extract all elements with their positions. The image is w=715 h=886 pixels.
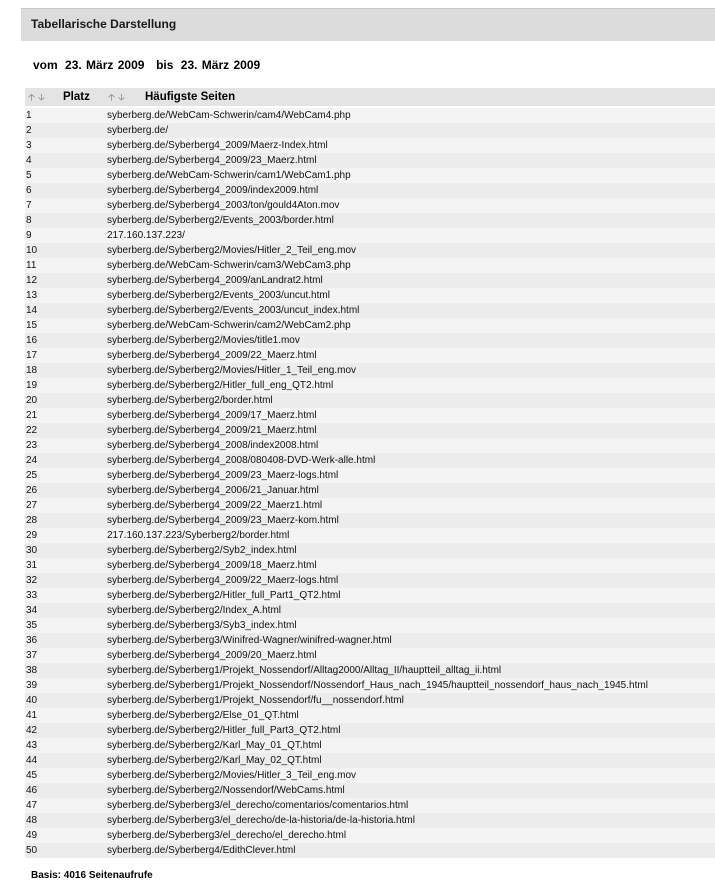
row-page-url: syberberg.de/WebCam-Schwerin/cam2/WebCam2.php <box>107 320 351 331</box>
table-row <box>25 453 715 468</box>
row-rank: 36 <box>26 635 38 646</box>
table-row <box>25 423 715 438</box>
row-rank: 10 <box>26 245 38 256</box>
row-page-url: syberberg.de/Syberberg4_2009/anLandrat2.html <box>107 275 323 286</box>
row-rank: 3 <box>26 140 32 151</box>
sort-ascending-icon[interactable]: 🡡 <box>108 92 116 102</box>
row-page-url: syberberg.de/Syberberg2/Movies/Hitler_2_Teil_eng.mov <box>107 245 357 256</box>
row-rank: 33 <box>26 590 38 601</box>
row-page-url: syberberg.de/Syberberg4_2009/17_Maerz.html <box>107 410 317 421</box>
table-row <box>25 513 715 528</box>
table-row <box>25 363 715 378</box>
row-rank: 4 <box>26 155 32 166</box>
table-row <box>25 228 715 243</box>
row-page-url: syberberg.de/Syberberg3/el_derecho/de-la-historia/de-la-historia.html <box>107 815 415 826</box>
table-row <box>25 273 715 288</box>
table-row <box>25 813 715 828</box>
row-page-url: syberberg.de/Syberberg1/Projekt_Nossendorf/Alltag2000/Alltag_II/hauptteil_alltag_ii.html <box>107 665 502 676</box>
table-row <box>25 468 715 483</box>
table-row <box>25 738 715 753</box>
row-rank: 34 <box>26 605 38 616</box>
date-range <box>33 58 263 72</box>
row-rank: 11 <box>26 260 37 271</box>
row-page-url: syberberg.de/Syberberg2/Movies/title1.mov <box>107 335 300 346</box>
row-page-url: syberberg.de/Syberberg4_2009/18_Maerz.html <box>107 560 317 571</box>
row-page-url: syberberg.de/Syberberg2/Karl_May_01_QT.html <box>107 740 322 751</box>
row-rank: 38 <box>26 665 38 676</box>
row-rank: 28 <box>26 515 38 526</box>
row-rank: 50 <box>26 845 38 856</box>
row-rank: 41 <box>26 710 38 721</box>
row-rank: 6 <box>26 185 32 196</box>
date-from-label: vom <box>33 58 58 72</box>
row-page-url: syberberg.de/WebCam-Schwerin/cam1/WebCam1.php <box>107 170 351 181</box>
panel-header <box>21 8 715 41</box>
row-rank: 39 <box>26 680 38 691</box>
row-page-url: syberberg.de/Syberberg2/Events_2003/uncut_index.html <box>107 305 360 316</box>
row-rank: 25 <box>26 470 38 481</box>
row-rank: 47 <box>26 800 38 811</box>
left-margin <box>0 0 21 886</box>
table-row <box>25 378 715 393</box>
row-page-url: syberberg.de/Syberberg3/el_derecho/el_derecho.html <box>107 830 347 841</box>
table-row <box>25 348 715 363</box>
row-rank: 19 <box>26 380 38 391</box>
table-row <box>25 498 715 513</box>
row-page-url: syberberg.de/Syberberg2/Nossendorf/WebCams.html <box>107 785 345 796</box>
row-rank: 32 <box>26 575 38 586</box>
row-page-url: syberberg.de/Syberberg2/Movies/Hitler_1_Teil_eng.mov <box>107 365 357 376</box>
table-row <box>25 168 715 183</box>
row-rank: 16 <box>26 335 38 346</box>
row-rank: 23 <box>26 440 38 451</box>
table-row <box>25 843 715 858</box>
row-page-url: syberberg.de/Syberberg3/el_derecho/comentarios/comentarios.html <box>107 800 409 811</box>
table-row <box>25 213 715 228</box>
row-page-url: syberberg.de/Syberberg2/Events_2003/uncut.html <box>107 290 330 301</box>
table-row <box>25 708 715 723</box>
row-page-url: syberberg.de/Syberberg4_2008/080408-DVD-Werk-alle.html <box>107 455 376 466</box>
row-rank: 24 <box>26 455 38 466</box>
row-rank: 15 <box>26 320 38 331</box>
row-page-url: syberberg.de/Syberberg4_2009/20_Maerz.html <box>107 650 317 661</box>
row-rank: 35 <box>26 620 38 631</box>
row-page-url: syberberg.de/WebCam-Schwerin/cam4/WebCam4.php <box>107 110 351 121</box>
table-row <box>25 543 715 558</box>
table-row <box>25 693 715 708</box>
column-header-rank: Platz <box>63 91 90 103</box>
table-row <box>25 108 715 123</box>
row-page-url: syberberg.de/Syberberg4_2006/21_Januar.html <box>107 485 319 496</box>
table-row <box>25 633 715 648</box>
table-row <box>25 753 715 768</box>
table-row <box>25 138 715 153</box>
table-row <box>25 333 715 348</box>
table-row <box>25 303 715 318</box>
table-row <box>25 243 715 258</box>
row-page-url: syberberg.de/Syberberg2/Syb2_index.html <box>107 545 297 556</box>
row-rank: 29 <box>26 530 38 541</box>
row-rank: 42 <box>26 725 38 736</box>
row-page-url: syberberg.de/Syberberg4_2009/23_Maerz.html <box>107 155 317 166</box>
row-rank: 2 <box>26 125 32 136</box>
row-page-url: syberberg.de/Syberberg3/Winifred-Wagner/winifred-wagner.html <box>107 635 392 646</box>
table-body <box>25 108 715 858</box>
table-row <box>25 258 715 273</box>
row-page-url: syberberg.de/Syberberg4_2009/22_Maerz-logs.html <box>107 575 339 586</box>
row-rank: 9 <box>26 230 32 241</box>
table-row <box>25 678 715 693</box>
row-rank: 49 <box>26 830 38 841</box>
row-rank: 5 <box>26 170 32 181</box>
sort-descending-icon[interactable]: 🡣 <box>118 92 126 102</box>
table-row <box>25 588 715 603</box>
table-row <box>25 318 715 333</box>
row-rank: 8 <box>26 215 32 226</box>
row-rank: 45 <box>26 770 38 781</box>
table-row <box>25 573 715 588</box>
row-page-url: syberberg.de/ <box>107 125 169 136</box>
row-page-url: syberberg.de/Syberberg4/EdithClever.html <box>107 845 296 856</box>
row-page-url: syberberg.de/Syberberg4_2009/Maerz-Index.html <box>107 140 328 151</box>
row-page-url: 217.160.137.223/ <box>107 230 185 241</box>
basis-summary: Basis: 4016 Seitenaufrufe <box>31 870 153 881</box>
table-row <box>25 603 715 618</box>
row-page-url: syberberg.de/Syberberg1/Projekt_Nossendorf/fu__nossendorf.html <box>107 695 404 706</box>
row-page-url: syberberg.de/WebCam-Schwerin/cam3/WebCam3.php <box>107 260 351 271</box>
row-rank: 20 <box>26 395 38 406</box>
table-row <box>25 618 715 633</box>
row-rank: 30 <box>26 545 38 556</box>
row-page-url: syberberg.de/Syberberg2/Else_01_QT.html <box>107 710 299 721</box>
row-rank: 37 <box>26 650 38 661</box>
row-rank: 17 <box>26 350 38 361</box>
row-rank: 44 <box>26 755 38 766</box>
date-to-label: bis <box>156 58 174 72</box>
row-page-url: syberberg.de/Syberberg4_2009/22_Maerz1.html <box>107 500 323 511</box>
table-row <box>25 723 715 738</box>
row-rank: 48 <box>26 815 38 826</box>
row-page-url: 217.160.137.223/Syberberg2/border.html <box>107 530 290 541</box>
row-page-url: syberberg.de/Syberberg4_2009/23_Maerz-logs.html <box>107 470 339 481</box>
sort-ascending-icon[interactable]: 🡡 <box>28 92 36 102</box>
row-rank: 7 <box>26 200 32 211</box>
row-rank: 46 <box>26 785 38 796</box>
row-page-url: syberberg.de/Syberberg4_2009/21_Maerz.html <box>107 425 317 436</box>
table-row <box>25 768 715 783</box>
table-row <box>25 648 715 663</box>
row-page-url: syberberg.de/Syberberg2/Movies/Hitler_3_Teil_eng.mov <box>107 770 357 781</box>
table-row <box>25 288 715 303</box>
table-row <box>25 408 715 423</box>
table-row <box>25 783 715 798</box>
row-rank: 1 <box>26 110 32 121</box>
table-row <box>25 483 715 498</box>
table-row <box>25 198 715 213</box>
row-page-url: syberberg.de/Syberberg2/Hitler_full_Part1_QT2.html <box>107 590 341 601</box>
row-rank: 18 <box>26 365 38 376</box>
row-page-url: syberberg.de/Syberberg4_2009/23_Maerz-kom.html <box>107 515 339 526</box>
row-page-url: syberberg.de/Syberberg2/Events_2003/border.html <box>107 215 334 226</box>
row-page-url: syberberg.de/Syberberg4_2008/index2008.html <box>107 440 319 451</box>
row-rank: 26 <box>26 485 38 496</box>
column-header-pages: Häufigste Seiten <box>145 91 236 103</box>
date-to: 23. März 2009 <box>180 58 261 72</box>
row-rank: 31 <box>26 560 38 571</box>
rank-sort-controls <box>27 90 47 106</box>
table-row <box>25 663 715 678</box>
row-rank: 22 <box>26 425 38 436</box>
row-page-url: syberberg.de/Syberberg2/Karl_May_02_QT.html <box>107 755 322 766</box>
table-row <box>25 798 715 813</box>
row-page-url: syberberg.de/Syberberg4_2003/ton/gould4Aton.mov <box>107 200 340 211</box>
row-page-url: syberberg.de/Syberberg4_2009/index2009.html <box>107 185 319 196</box>
panel-title: Tabellarische Darstellung <box>31 17 177 31</box>
row-page-url: syberberg.de/Syberberg2/Hitler_full_Part3_QT2.html <box>107 725 341 736</box>
table-row <box>25 828 715 843</box>
table-header <box>25 88 715 106</box>
row-rank: 40 <box>26 695 38 706</box>
row-rank: 27 <box>26 500 38 511</box>
row-page-url: syberberg.de/Syberberg2/Index_A.html <box>107 605 281 616</box>
row-rank: 12 <box>26 275 38 286</box>
table-row <box>25 123 715 138</box>
table-row <box>25 558 715 573</box>
statistics-panel <box>21 0 715 886</box>
row-page-url: syberberg.de/Syberberg4_2009/22_Maerz.html <box>107 350 317 361</box>
sort-descending-icon[interactable]: 🡣 <box>38 92 46 102</box>
row-page-url: syberberg.de/Syberberg3/Syb3_index.html <box>107 620 297 631</box>
row-rank: 14 <box>26 305 38 316</box>
row-rank: 13 <box>26 290 38 301</box>
row-rank: 21 <box>26 410 38 421</box>
date-from: 23. März 2009 <box>65 58 145 72</box>
row-rank: 43 <box>26 740 38 751</box>
pages-sort-controls <box>107 90 127 106</box>
table-row <box>25 153 715 168</box>
table-row <box>25 438 715 453</box>
table-row <box>25 393 715 408</box>
row-page-url: syberberg.de/Syberberg1/Projekt_Nossendorf/Nossendorf_Haus_nach_1945/hauptteil_nossendorf_haus_nach_1945.html <box>107 680 648 691</box>
row-page-url: syberberg.de/Syberberg2/Hitler_full_eng_QT2.html <box>107 380 334 391</box>
table-row <box>25 183 715 198</box>
row-page-url: syberberg.de/Syberberg2/border.html <box>107 395 273 406</box>
table-row <box>25 528 715 543</box>
